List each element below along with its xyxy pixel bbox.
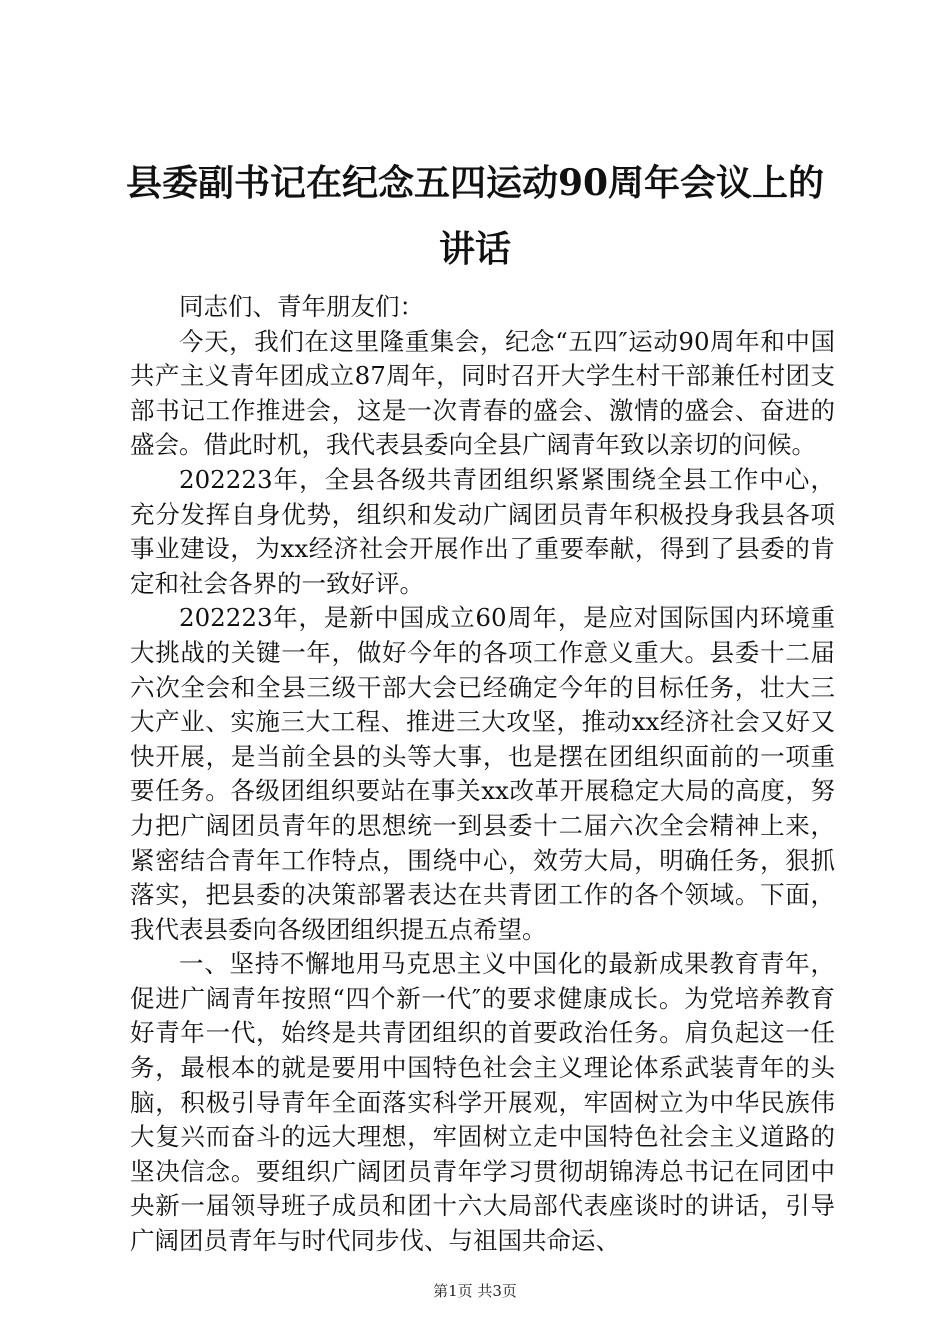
salutation-paragraph: 同志们、青年朋友们： <box>179 292 424 321</box>
body-paragraph: 一、坚持不懈地用马克思主义中国化的最新成果教育青年，促进广阔青年按照“四个新一代″的要求健康成长。为党培养教育好青年一代，始终是共青团组织的首要政治任务。肩负起这一任务，最根本的就是要用中国特色社会主义理论体系武装青年的头脑，积极引导青年全面落实科学开展观，牢固树立为中华民族伟大复兴而奋斗的远大理想，牢固树立走中国特色社会主义道路的坚决信念。要组织广阔团员青年学习贯彻胡锦涛总书记在同团中央新一届领导班子成员和团十六大局部代表座谈时的讲话，引导广阔团员青年与时代同步伐、与祖国共命运、 <box>130 949 835 1256</box>
body-paragraph: 202223年，全县各级共青团组织紧紧围绕全县工作中心，充分发挥自身优势，组织和发动广阔团员青年积极投身我县各项事业建设，为xx经济社会开展作出了重要奉献，得到了县委的肯定和社会各界的一致好评。 <box>130 464 835 598</box>
body-paragraph: 202223年，是新中国成立60周年，是应对国际国内环境重大挑战的关键一年，做好今年的各项工作意义重大。县委十二届六次全会和全县三级干部大会已经确定今年的目标任务，壮大三大产业、实施三大工程、推进三大攻坚，推动xx经济社会又好又快开展，是当前全县的头等大事，也是摆在团组织面前的一项重要任务。各级团组织要站在事关xx改革开展稳定大局的高度，努力把广阔团员青年的思想统一到县委十二届六次全会精神上来，紧密结合青年工作特点，围绕中心，效劳大局，明确任务，狠抓落实，把县委的决策部署表达在共青团工作的各个领域。下面，我代表县委向各级团组织提五点希望。 <box>130 603 835 944</box>
page-footer: 第1页 共3页 <box>433 1282 517 1300</box>
document-title: 县委副书记在纪念五四运动90周年会议上的讲话 <box>125 162 825 270</box>
body-paragraph: 今天，我们在这里隆重集会，纪念“五四″运动90周年和中国共产主义青年团成立87周年，同时召开大学生村干部兼任村团支部书记工作推进会，这是一次青春的盛会、激情的盛会、奋进的盛会。借此时机，我代表县委向全县广阔青年致以亲切的问候。 <box>130 326 835 460</box>
document-body <box>130 290 835 1259</box>
